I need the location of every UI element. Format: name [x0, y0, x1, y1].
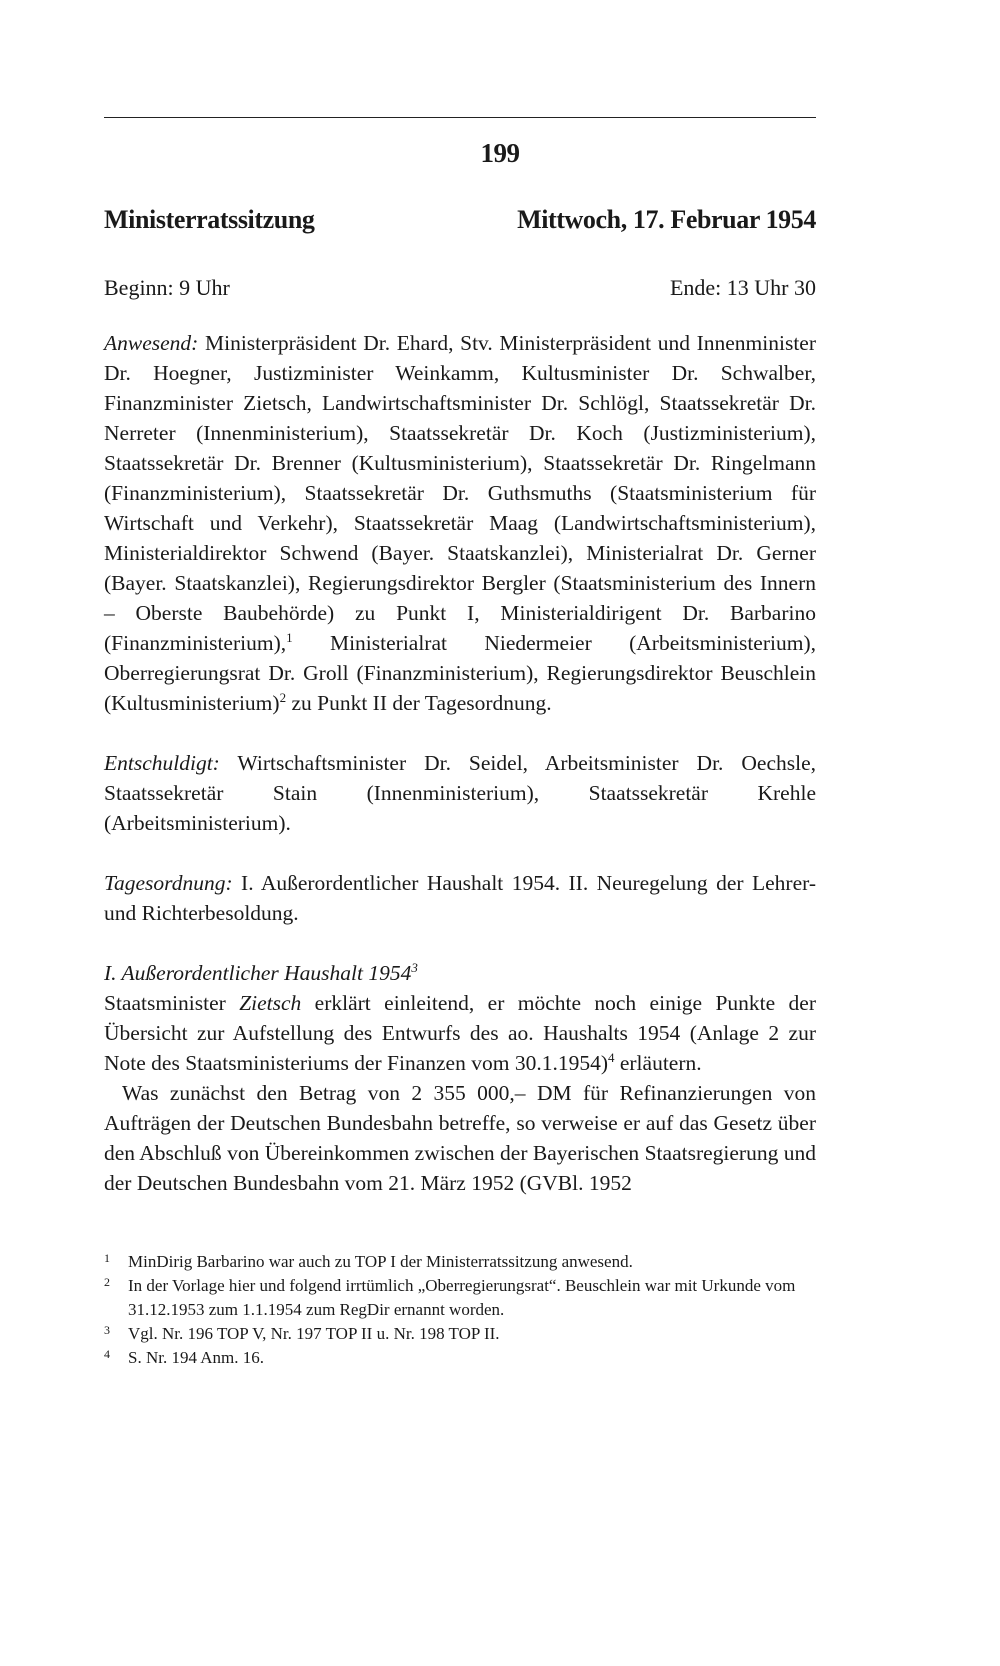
speaker-name: Zietsch	[239, 991, 302, 1015]
footnote-number: 1	[104, 1251, 110, 1265]
time-row	[104, 275, 816, 301]
document-date: Mittwoch, 17. Februar 1954	[517, 205, 816, 234]
attendance-present	[104, 328, 816, 718]
footnote-number: 4	[104, 1347, 110, 1361]
paragraph-1-text-c: erläutern.	[614, 1051, 702, 1075]
footnote-ref-2[interactable]: 2	[279, 690, 287, 705]
agenda-text: I. Außerordentlicher Haushalt 1954. II. Neuregelung der Lehrer- und Richterbesoldung.	[104, 871, 816, 925]
paragraph-1	[104, 988, 816, 1078]
footnote-ref-1[interactable]: 1	[286, 630, 293, 645]
document-number: 199	[480, 138, 520, 168]
document-body	[104, 328, 816, 1198]
excused-text: Wirtschaftsminister Dr. Seidel, Arbeitsminister Dr. Oechsle, Staatssekretär Stain (Innenministerium), Staatssekretär Krehle (Arbeitsministerium).	[104, 751, 816, 835]
footnote-text: MinDirig Barbarino war auch zu TOP I der Ministerratssitzung anwesend.	[128, 1252, 633, 1271]
footnote	[104, 1250, 816, 1274]
footnotes	[104, 1250, 816, 1370]
present-text-3: zu Punkt II der Tagesordnung.	[286, 691, 552, 715]
section-heading	[104, 958, 816, 988]
agenda	[104, 868, 816, 928]
excused-label: Entschuldigt:	[104, 751, 220, 775]
footnote	[104, 1274, 816, 1322]
begin-time: Beginn: 9 Uhr	[104, 275, 230, 300]
paragraph-1-text-a: Staatsminister	[104, 991, 240, 1015]
present-text-1: Ministerpräsident Dr. Ehard, Stv. Ministerpräsident und Innenminister Dr. Hoegner, Justizminister Weinkamm, Kultusminister Dr. Schwalber, Finanzminister Zietsch, Landwirtschaftsminister Dr. Schlögl, Staatssekretär Dr. Nerreter (Innenministerium), Staatssekretär Dr. Koch (Justizministerium), Staatssekretär Dr. Brenner (Kultusministerium), Staatssekretär Dr. Ringelmann (Finanzministerium), Staatssekretär Dr. Guthsmuths (Staatsministerium für Wirtschaft und Verkehr), Staatssekretär Maag (Landwirtschaftsministerium), Ministerialdirektor Schwend (Bayer. Staatskanzlei), Ministerialrat Dr. Gerner (Bayer. Staatskanzlei), Regierungsdirektor Bergler (Staatsministerium des Innern – Oberste Baubehörde) zu Punkt I, Ministerialdirigent Dr. Barbarino (Finanzministerium),	[104, 331, 816, 655]
end-time: Ende: 13 Uhr 30	[669, 275, 816, 300]
footnote-ref-4[interactable]: 4	[607, 1050, 615, 1065]
title-row	[104, 205, 816, 235]
agenda-label: Tagesordnung:	[104, 871, 233, 895]
paragraph-1-text-b: erklärt einleitend, er möchte noch einige Punkte der Übersicht zur Aufstellung des Entwurfs des ao. Haushalts 1954 (Anlage 2 zur Note des Staatsministeriums der Finanzen vom 30.1.1954)	[104, 991, 817, 1075]
present-label: Anwesend:	[104, 331, 199, 355]
attendance-excused	[104, 748, 816, 838]
section-heading-text: I. Außerordentlicher Haushalt 1954	[104, 961, 412, 985]
header-rule	[104, 117, 816, 118]
footnote-number: 2	[104, 1275, 110, 1289]
footnote-ref-3[interactable]: 3	[411, 960, 418, 975]
footnote-text: In der Vorlage hier und folgend irrtümlich „Oberregierungsrat“. Beuschlein war mit Urkunde vom 31.12.1953 zum 1.1.1954 zum RegDir ernannt worden.	[128, 1276, 796, 1319]
footnote-text: Vgl. Nr. 196 TOP V, Nr. 197 TOP II u. Nr. 198 TOP II.	[128, 1324, 500, 1343]
footnote-number: 3	[104, 1323, 110, 1337]
footnote	[104, 1322, 816, 1346]
footnote	[104, 1346, 816, 1370]
present-text-2: Ministerialrat Niedermeier (Arbeitsministerium), Oberregierungsrat Dr. Groll (Finanzministerium), Regierungsdirektor Beuschlein (Kultusministerium)	[104, 631, 816, 715]
footnote-text: S. Nr. 194 Anm. 16.	[128, 1348, 265, 1367]
document-title: Ministerratssitzung	[104, 205, 315, 234]
paragraph-2: Was zunächst den Betrag von 2 355 000,– DM für Refinanzierungen von Aufträgen der Deutschen Bundesbahn betreffe, so verweise er auf das Gesetz über den Abschluß von Übereinkommen zwischen der Bayerischen Staatsregierung und der Deutschen Bundesbahn vom 21. März 1952 (GVBl. 1952	[104, 1081, 816, 1195]
